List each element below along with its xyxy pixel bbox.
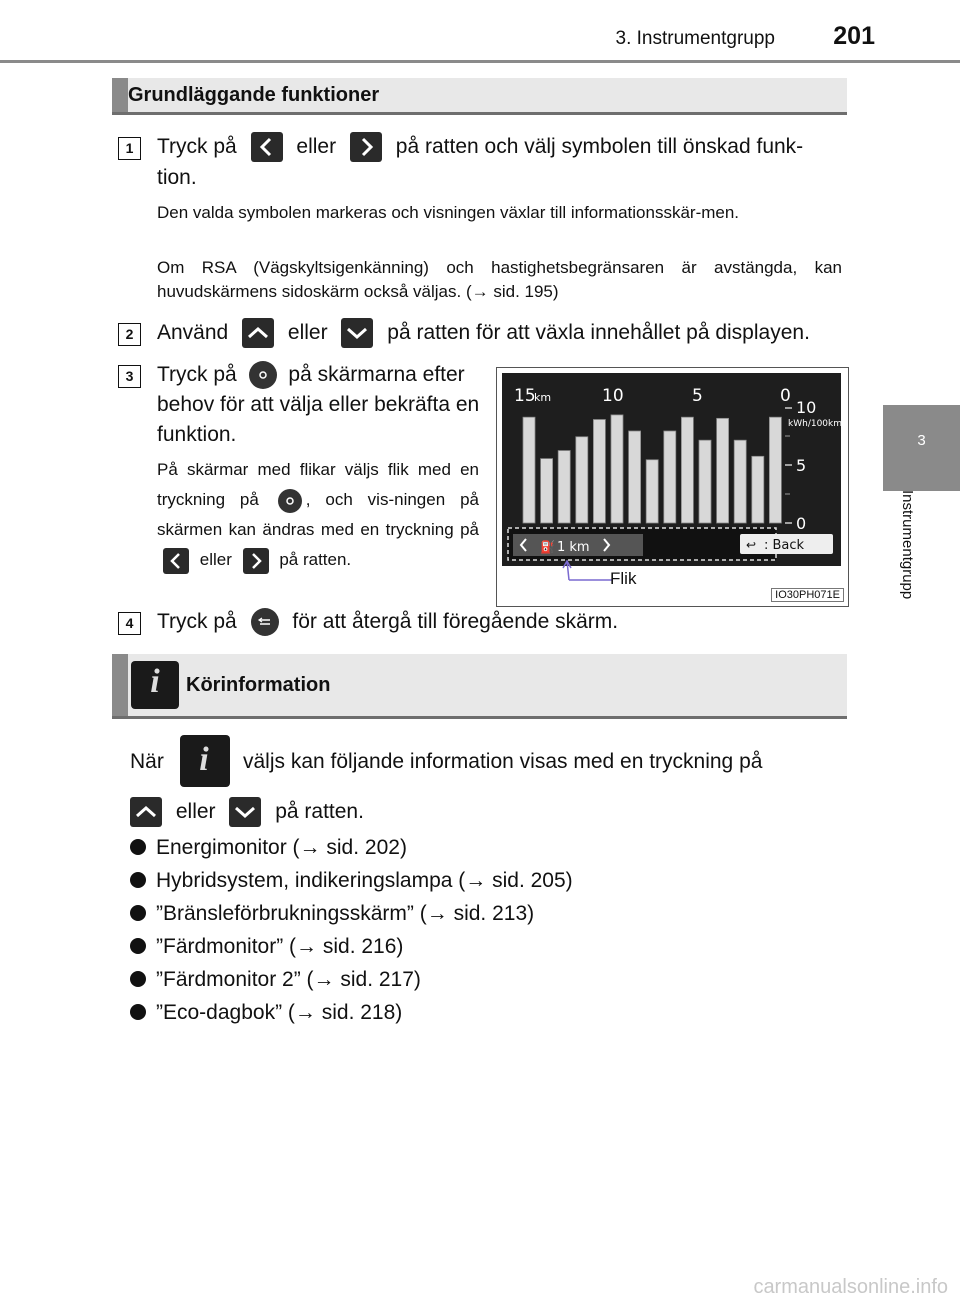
section-header-bar [112,78,128,112]
step-1-text-c: på ratten och välj symbolen till önskad funk- [395,135,804,158]
left-arrow-button-icon [163,548,189,574]
callout-line [557,560,617,590]
ok-button-icon [249,361,277,389]
intro-text-d: på ratten. [275,800,364,823]
right-arrow-button-icon [243,548,269,574]
chapter-label-text: Instrumentgrupp [899,490,916,600]
x-label: 5 [692,386,703,406]
x-unit: km [534,391,552,404]
step-4-text-a: Tryck på [157,610,237,633]
energy-bar [681,417,693,523]
list-item [130,932,403,962]
energy-bar [611,415,623,523]
display-screen [502,373,841,566]
energy-bar [541,459,553,523]
energy-bar [629,431,641,523]
step-1-note-1: Den valda symbolen markeras och visningen växlar till informationsskär-men. [157,203,740,222]
list-item [130,899,534,929]
back-button-icon [251,608,279,636]
step-number: 3 [118,365,141,388]
section-title: Grundläggande funktioner [128,84,380,106]
y-label: 0 [796,514,807,533]
step-3-text [157,360,482,450]
step-1-text-d: tion. [157,166,197,189]
info-icon: i [131,661,179,709]
step-number: 2 [118,323,141,346]
step-2-text [157,318,847,348]
figure-display [496,367,849,607]
step-3-note-c: eller [199,550,232,569]
back-label: : Back [764,538,805,553]
energy-bar [576,437,588,523]
page-number: 201 [833,22,875,50]
info-icon: i [180,735,230,787]
list-item-text: ”Färdmonitor” (→ sid. 216) [156,935,404,958]
left-arrow-button-icon [251,132,283,162]
step-1-note-2: Om RSA (Vägskyltsigenkänning) och hastighetsbegränsaren är avstängda, kan huvudskärmens sidoskärm också väljas. (→ sid. 195) [157,258,842,301]
list-item-text: ”Bränsleförbrukningsskärm” (→ sid. 213) [156,902,535,925]
list-item [130,965,421,995]
section-title: Körinformation [186,674,331,696]
energy-bar [734,440,746,523]
energy-bar [699,440,711,523]
callout-label: Flik [610,569,637,588]
chapter-tab: 3 [883,405,960,491]
energy-bar [558,451,570,523]
intro-text-c: eller [175,800,216,823]
section-header-driving-info [112,654,847,719]
step-3-note-d: på ratten. [279,550,352,569]
chapter-label [892,490,922,660]
energy-bar [593,420,605,524]
energy-bar [523,417,535,523]
energy-bar-chart [502,373,841,566]
step-1-text-a: Tryck på [157,135,237,158]
step-3-text-a: Tryck på [157,363,237,386]
figure-id: IO30PH071E [771,588,844,602]
energy-bar [752,456,764,523]
energy-bar [717,418,729,523]
step-3-text-b: på skärmarna efter behov för att välja eller bekräfta en funktion. [157,363,480,446]
list-item [130,998,402,1028]
section-header-bar [112,654,128,716]
intro-text-b: väljs kan följande information visas med en tryckning på [243,750,763,773]
header-rule [0,60,960,63]
step-number: 1 [118,137,141,160]
x-label: 15 [514,386,536,406]
energy-bar [664,431,676,523]
fuel-pump-icon: ⛽ [540,540,555,554]
down-arrow-button-icon [341,318,373,348]
step-1-text [157,132,847,162]
y-label: 5 [796,456,807,475]
up-arrow-button-icon [130,797,162,827]
tab-label: 1 km [557,540,590,555]
up-arrow-button-icon [242,318,274,348]
section-header-basic [112,78,847,115]
header-section-title: 3. Instrumentgrupp [615,28,775,49]
intro-line-2 [130,797,364,827]
down-arrow-button-icon [229,797,261,827]
list-item-text: ”Färdmonitor 2” (→ sid. 217) [156,968,421,991]
right-arrow-button-icon [350,132,382,162]
step-2-text-b: eller [287,321,328,344]
list-item-text: Hybridsystem, indikeringslampa (→ sid. 205) [156,869,573,892]
list-item-text: Energimonitor (→ sid. 202) [156,836,407,859]
energy-bar [769,417,781,523]
back-arrow-icon: ↩ [746,538,757,552]
watermark: carmanualsonline.info [753,1276,948,1298]
y-unit: kWh/100km [788,419,841,429]
intro-text-a: När [130,750,164,773]
step-2-text-a: Använd [157,321,229,344]
list-item [130,833,407,863]
step-4-text-b: för att återgå till föregående skärm. [292,610,619,633]
x-label: 10 [602,386,624,406]
x-label: 0 [780,386,791,406]
list-item-text: ”Eco-dagbok” (→ sid. 218) [156,1001,403,1024]
step-3-note [157,455,479,575]
y-label: 10 [796,398,817,417]
step-4-text [157,607,847,637]
step-number: 4 [118,612,141,635]
step-2-text-c: på ratten för att växla innehållet på displayen. [387,321,810,344]
ok-button-icon [278,489,302,513]
list-item [130,866,573,896]
step-3-note-a: På skärmar med flikar väljs flik med en tryckning på [157,460,479,509]
step-3-note-b: , och vis-ningen på skärmen kan ändras med en tryckning på [157,490,479,539]
step-1-text-b: eller [296,135,337,158]
energy-bar [646,460,658,523]
